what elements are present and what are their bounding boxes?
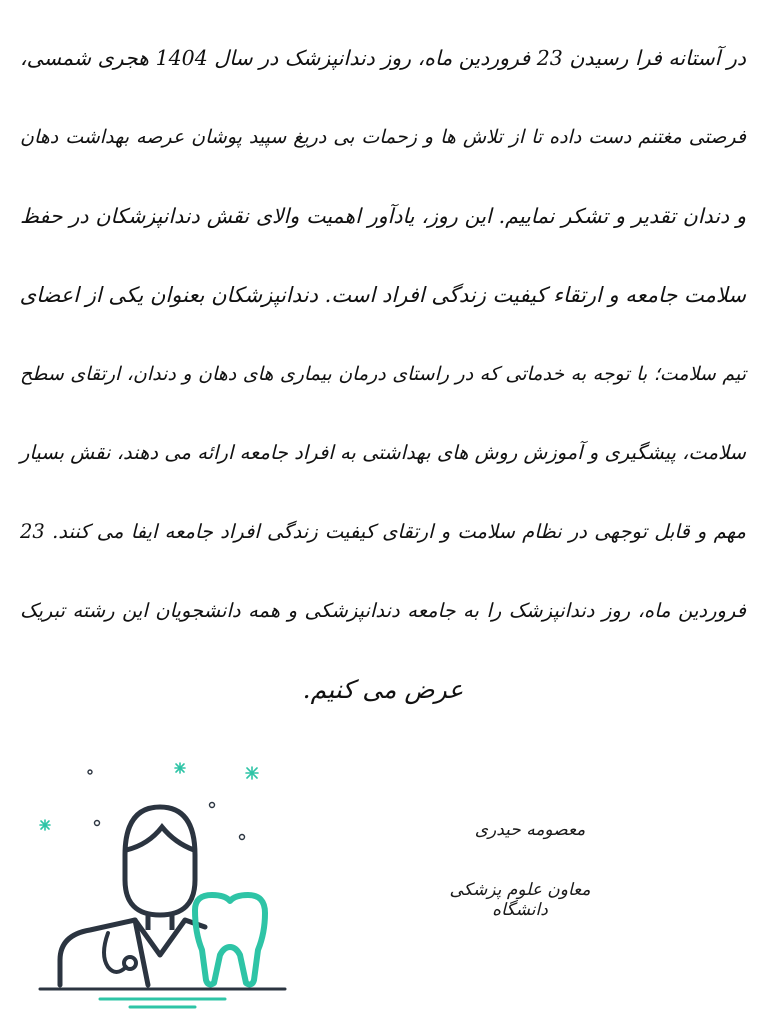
signature-block — [420, 820, 620, 920]
letter-line: فرصتی مغتنم دست داده تا از تلاش ها و زحمات بی دریغ سپید پوشان عرصه بهداشت دهان — [20, 126, 746, 148]
letter-line: و دندان تقدیر و تشکر نماییم. این روز، یادآور اهمیت والای نقش دندانپزشکان در حفظ — [20, 204, 746, 228]
letter-body — [20, 42, 746, 753]
letter-line: سلامت جامعه و ارتقاء کیفیت زندگی افراد است. دندانپزشکان بعنوان یکی از اعضای — [19, 283, 746, 307]
signer-title: معاون علوم پزشکی دانشگاه — [449, 880, 591, 920]
dentist-with-tooth-icon — [30, 755, 300, 1020]
letter-line: مهم و قابل توجهی در نظام سلامت و ارتقای کیفیت زندگی افراد جامعه ایفا می کنند. 23 — [20, 520, 746, 543]
letter-line: سلامت، پیشگیری و آموزش روش های بهداشتی به افراد جامعه ارائه می دهند، نقش بسیار — [20, 441, 746, 464]
letter-line: در آستانه فرا رسیدن 23 فروردین ماه، روز دندانپزشک در سال 1404 هجری شمسی، — [20, 46, 746, 70]
letter-line: عرض می کنیم. — [302, 675, 464, 704]
letter-line: فروردین ماه، روز دندانپزشک را به جامعه دندانپزشکی و همه دانشجویان این رشته تبریک — [20, 599, 746, 622]
signer-name: معصومه حیدری — [474, 820, 586, 840]
letter-line: تیم سلامت؛ با توجه به خدماتی که در راستای درمان بیماری های دهان و دندان، ارتقای سطح — [20, 363, 746, 385]
